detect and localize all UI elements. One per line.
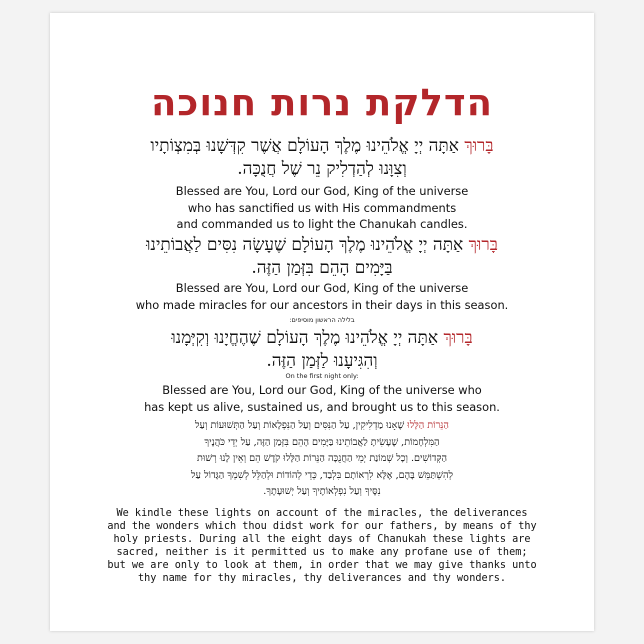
blessing1-hebrew-line1 [86, 135, 558, 158]
blessing2-hebrew [86, 234, 558, 280]
hanerot-english-line: thy name for thy miracles, thy deliverances and thy wonders. [137, 573, 506, 584]
blessing3-english [70, 382, 574, 415]
blessing1-english-line: and commanded us to light the Chanukah candles. [176, 217, 468, 231]
hanerot-line1-rest: שֶׁאָנוּ מַדְלִיקִין, עַל הַנִּסִּים וְעַל הַנִּפְלָאוֹת וְעַל הַתְּשׁוּעוֹת וְעַל [195, 420, 405, 431]
hanerot-first-words: הַנֵּרוֹת הַלָּלוּ [407, 420, 449, 431]
hanerot-line: לְהִשְׁתַּמֵּשׁ בָּהֶם, אֶלָּא לִרְאוֹתָם בִּלְבַד, כְּדֵי לְהוֹדוֹת וּלְהַלֵּל לְשִׁמְךָ הַגָּדוֹל עַל [191, 469, 453, 481]
blessing2-hebrew-line2: בַּיָּמִים הָהֵם בִּזְּמַן הַזֶּה. [251, 258, 393, 278]
hanerot-english-line: sacred, neither is it permitted us to make any profane use of them; [116, 547, 528, 558]
blessing1-hebrew [86, 135, 558, 181]
blessing1-english-line: who has sanctified us with His commandments [187, 200, 457, 215]
blessing1-hebrew-line2: וְצִוָּנוּ לְהַדְלִיק נֵר שֶׁל חֲנֻכָּה. [237, 159, 407, 179]
blessing2-english-line: who made miracles for our ancestors in their days in this season. [135, 297, 509, 312]
blessing3-hebrew [86, 327, 558, 373]
blessing1-english-line: Blessed are You, Lord our God, King of the universe [175, 184, 469, 198]
hanerot-line: הַמִּלְחָמוֹת, שֶׁעָשִׂיתָ לַאֲבוֹתֵינוּ בַּיָּמִים הָהֵם בִּזְּמַן הַזֶּה, עַל יְדֵי כֹּהֲנֶיךָ [204, 436, 440, 448]
blessing3-hebrew-line2: וְהִגִּיעָנוּ לַזְּמַן הַזֶּה. [266, 351, 378, 371]
printed-sheet [50, 13, 594, 631]
hanerot-line: הַקְּדוֹשִׁים. וְכָל שְׁמוֹנַת יְמֵי הַחֲנֻכָּה הַנֵּרוֹת הַלָּלוּ קֹדֶשׁ הֵם וְאֵין לָנוּ רְשׁוּת [196, 453, 448, 464]
hanerot-english-line: but we are only to look at them, in order that we may give thanks unto [107, 560, 537, 571]
hanerot-halalu-hebrew [112, 418, 532, 501]
blessing2-line1-rest: אַתָּה יְיָ אֱלֹהֵינוּ מֶלֶךְ הָעוֹלָם שֶׁעָשָׂה נִסִּים לַאֲבוֹתֵינוּ [146, 235, 464, 255]
blessing1-first-word: בָּרוּךְ [464, 136, 494, 156]
blessing3-hebrew-line1 [86, 327, 558, 350]
blessing3-first-word: בָּרוּךְ [443, 328, 473, 348]
first-night-note-hebrew: בלילה הראשון מוסיפים: [289, 316, 355, 324]
blessing2-english-line: Blessed are You, Lord our God, King of the universe [175, 281, 469, 295]
blessing2-first-word: בָּרוּךְ [468, 235, 498, 255]
hanerot-halalu-english [70, 507, 574, 585]
blessing2-english [70, 280, 574, 313]
hanerot-english-line: and the wonders which thou didst work for our fathers, by means of thy [107, 521, 537, 532]
hanerot-english-line: We kindle these lights on account of the miracles, the deliverances [116, 508, 528, 519]
blessing3-line1-rest: אַתָּה יְיָ אֱלֹהֵינוּ מֶלֶךְ הָעוֹלָם שֶׁהֶחֱיָנוּ וְקִיְּמָנוּ [171, 328, 439, 348]
sheet-content [50, 13, 594, 631]
blessing2-hebrew-line1 [86, 234, 558, 257]
blessing1-line1-rest: אַתָּה יְיָ אֱלֹהֵינוּ מֶלֶךְ הָעוֹלָם אֲשֶׁר קִדְּשָׁנוּ בְּמִצְוֹתָיו [150, 136, 459, 156]
hanerot-line: נִסֶּיךָ וְעַל נִפְלְאוֹתֶיךָ וְעַל יְשׁוּעָתֶךָ. [263, 486, 381, 497]
first-night-note-english: On the first night only: [285, 372, 359, 380]
hanerot-line [112, 418, 532, 435]
blessing3-english-line: Blessed are You, Lord our God, King of the universe who [162, 383, 482, 397]
hanerot-english-line: holy priests. During all the eight days of Chanukah these lights are [113, 534, 531, 545]
page-title: הדלקת נרות חנוכה [150, 81, 494, 124]
blessing1-english [70, 183, 574, 233]
blessing3-english-line: has kept us alive, sustained us, and brought us to this season. [144, 399, 500, 414]
